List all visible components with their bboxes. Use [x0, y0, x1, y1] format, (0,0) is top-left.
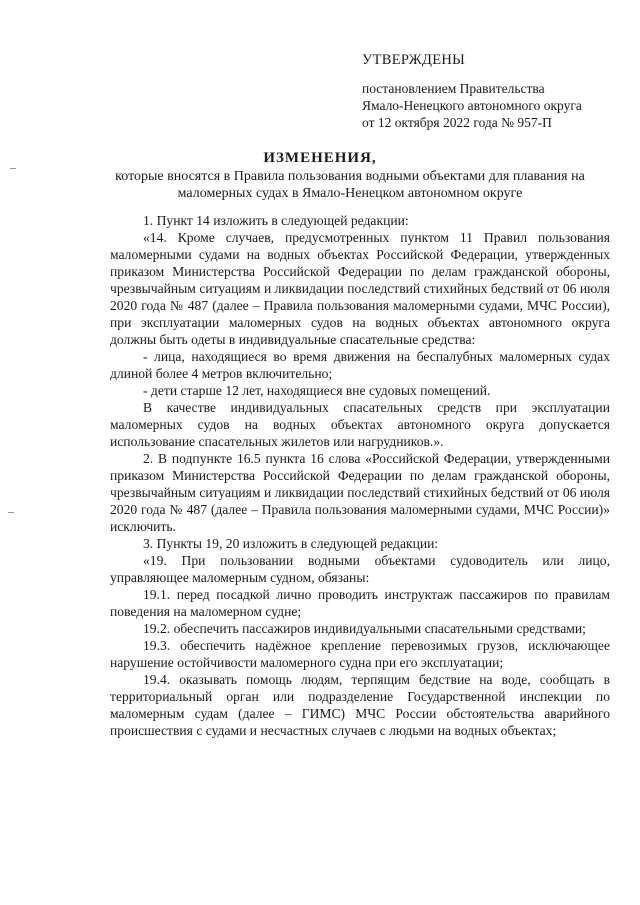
paragraph: - лица, находящиеся во время движения на беспалубных маломерных судах длиной более 4 метров включительно;: [110, 349, 610, 381]
approval-line: постановлением Правительства: [362, 81, 545, 96]
paragraph: 3. Пункты 19, 20 изложить в следующей редакции:: [143, 536, 439, 551]
paragraph: «19. При пользовании водными объектами судоводитель или лицо, управляющее маломерным судном, обязаны:: [110, 553, 610, 585]
document-title: ИЗМЕНЕНИЯ,: [263, 150, 377, 166]
scan-margin-mark: [10, 168, 16, 169]
paragraph: 19.2. обеспечить пассажиров индивидуальными спасательными средствами;: [143, 621, 586, 636]
approval-line: Ямало-Ненецкого автономного округа: [362, 98, 582, 113]
paragraph: 19.4. оказывать помощь людям, терпящим бедствие на воде, сообщать в территориальный орган или подразделение Государственной инспекции по маломерным судам (далее – ГИМС) МЧС России обстоятельства аварийного происшествия с судами и несчастных случаев с людьми на водных объектах;: [110, 672, 610, 738]
paragraph: В качестве индивидуальных спасательных средств при эксплуатации маломерных судов на водных объектах автономного округа допускается использование спасательных жилетов или нагрудников.».: [110, 400, 610, 449]
paragraph: - дети старше 12 лет, находящиеся вне судовых помещений.: [143, 383, 491, 398]
paragraph: 1. Пункт 14 изложить в следующей редакции:: [143, 213, 409, 228]
paragraph: 2. В подпункте 16.5 пункта 16 слова «Российской Федерации, утвержденными приказом Министерства Российской Федерации по делам гражданской обороны, чрезвычайным ситуациям и ликвидации последствий стихийных бедствий от 06 июля 2020 года № 487 (далее – Правила пользования маломерными судами, МЧС России)» исключить.: [110, 451, 610, 534]
document-body: [110, 212, 610, 739]
paragraph: 19.3. обеспечить надёжное крепление перевозимых грузов, исключающее нарушение остойчивости маломерного судна при его эксплуатации;: [110, 638, 610, 670]
scan-margin-mark: [8, 512, 14, 513]
paragraph: 19.1. перед посадкой лично проводить инструктаж пассажиров по правилам поведения на маломерном судне;: [110, 587, 610, 619]
approval-line: от 12 октября 2022 года № 957-П: [362, 115, 552, 130]
approved-label: УТВЕРЖДЕНЫ: [362, 52, 466, 68]
paragraph: «14. Кроме случаев, предусмотренных пунктом 11 Правил пользования маломерными судами на водных объектах Российской Федерации, утвержденных приказом Министерства Российской Федерации по делам гражданской обороны, чрезвычайным ситуациям и ликвидации последствий стихийных бедствий от 06 июля 2020 года № 487 (далее – Правила пользования маломерными судами, МЧС России), при эксплуатации маломерных судов на водных объектах автономного округа должны быть одеты в индивидуальные спасательные средства:: [110, 230, 610, 347]
document-subtitle: которые вносятся в Правила пользования водными объектами для плавания на маломерных судах в Ямало-Ненецком автономном округе: [115, 169, 585, 201]
approval-block: [362, 80, 624, 131]
